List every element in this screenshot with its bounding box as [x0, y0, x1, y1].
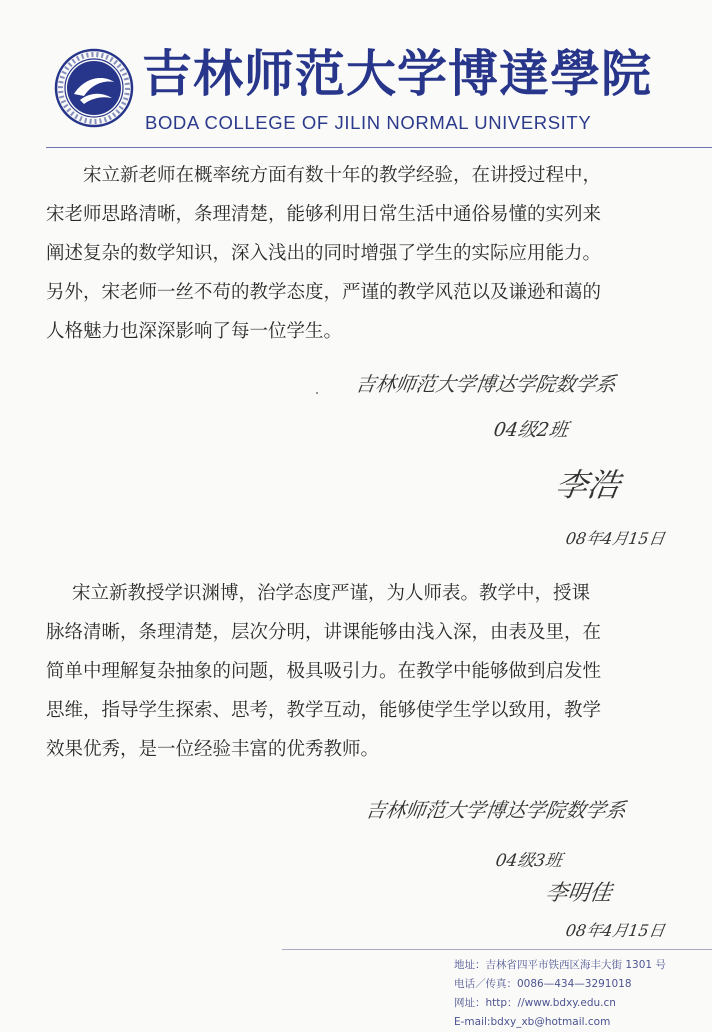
ink-speck [316, 392, 318, 394]
letter-one-signature-name: 李浩 [553, 466, 623, 504]
contact-info [454, 956, 666, 1032]
letter-one-line: 宋立新老师在概率统方面有数十年的教学经验，在讲授过程中， [83, 165, 602, 186]
website-link[interactable]: 网址：http：//www.bdxy.edu.cn [454, 997, 616, 1009]
letter-one-line: 宋老师思路清晰，条理清楚，能够利用日常生活中通俗易懂的实列来 [46, 204, 602, 225]
address-line: 地址：吉林省四平市铁西区海丰大街 1301 号 [454, 959, 666, 971]
phone-line: 电话／传真：0086—434—3291018 [454, 978, 632, 990]
letter-two-line: 脉络清晰，条理清楚，层次分明，讲课能够由浅入深，由表及里，在 [46, 622, 602, 643]
letter-two-body [46, 574, 601, 769]
letter-two-line: 效果优秀，是一位经验丰富的优秀教师。 [46, 739, 380, 760]
letter-two-signature-class: 04级3班 [494, 851, 564, 871]
college-emblem-icon [54, 48, 134, 128]
letter-one-line: 另外，宋老师一丝不苟的教学态度，严谨的教学风范以及谦逊和蔼的 [46, 282, 602, 303]
letter-one-line: 人格魅力也深深影响了每一位学生。 [46, 321, 343, 342]
letter-two-line: 思维，指导学生探索、思考，教学互动，能够使学生学以致用，教学 [46, 700, 602, 721]
letter-one-signature-class: 04级2班 [492, 419, 570, 441]
college-name-english: BODA COLLEGE OF JILIN NORMAL UNIVERSITY [145, 112, 592, 133]
letter-one-signature-date: 08年4月15日 [564, 529, 667, 548]
footer-divider [282, 949, 712, 950]
letter-two-signature-name: 李明佳 [543, 881, 614, 906]
letter-two-line: 简单中理解复杂抽象的问题，极具吸引力。在教学中能够做到启发性 [46, 661, 602, 682]
letter-two-signature-org: 吉林师范大学博达学院数学系 [364, 798, 628, 822]
letter-two-line: 宋立新教授学识渊博，治学态度严谨，为人师表。教学中，授课 [72, 583, 591, 604]
letter-one-body [46, 156, 601, 351]
letter-one-signature-org: 吉林师范大学博达学院数学系 [354, 372, 618, 396]
email-link[interactable]: E-mail:bdxy_xb@hotmail.com [454, 1016, 611, 1028]
letter-two-signature-date: 08年4月15日 [564, 921, 667, 940]
letter-one-line: 阐述复杂的数学知识，深入浅出的同时增强了学生的实际应用能力。 [46, 243, 602, 264]
header-divider [46, 147, 712, 148]
college-name-chinese: 吉林师范大学博達學院 [142, 44, 652, 103]
